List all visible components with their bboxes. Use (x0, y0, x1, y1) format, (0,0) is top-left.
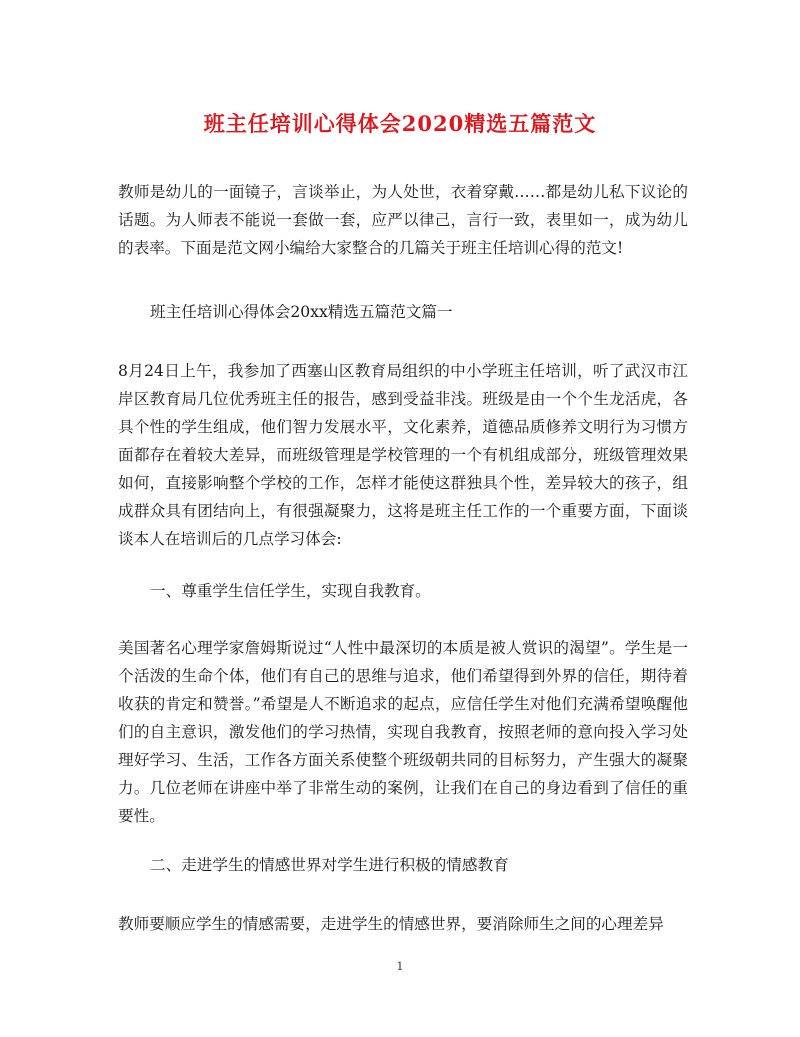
section-heading-2: 一、尊重学生信任学生，实现自我教育。 (150, 582, 431, 600)
body-paragraph-2: 8月24日上午，我参加了西塞山区教育局组织的中小学班主任培训，听了武汉市江岸区教育局几位优秀班主任的报告，感到受益非浅。班级是由一个个生龙活虎，各具个性的学生组成，他们智力发展水平，文化素养，道德品质修养文明行为习惯方面都存在着较大差异，而班级管理是学校管理的一个有机组成部分，班级管理效果如何，直接影响整个学校的工作，怎样才能使这群独具个性，差异较大的孩子，组成群众具有团结向上，有很强凝聚力，这将是班主任工作的一个重要方面，下面谈谈本人在培训后的几点学习体会: (118, 362, 688, 548)
page-number: 1 (396, 960, 404, 973)
section-heading-1: 班主任培训心得体会20xx精选五篇范文篇一 (150, 303, 453, 321)
body-paragraph-3: 美国著名心理学家詹姆斯说过“人性中最深切的本质是被人赏识的渴望”。学生是一个活泼的生命个体，他们有自己的思维与追求，他们希望得到外界的信任，期待着收获的肯定和赞誉。”希望是人不断追求的起点，应信任学生对他们充满希望唤醒他们的自主意识，激发他们的学习热情，实现自我教育，按照老师的意向投入学习处理好学习、生活，工作各方面关系使整个班级朝共同的目标努力，产生强大的凝聚力。几位老师在讲座中举了非常生动的案例，让我们在自己的身边看到了信任的重要性。 (118, 639, 688, 825)
section-heading-3: 二、走进学生的情感世界对学生进行积极的情感教育 (150, 856, 509, 874)
intro-paragraph: 教师是幼儿的一面镜子，言谈举止，为人处世，衣着穿戴……都是幼儿私下议论的话题。为人师表不能说一套做一套，应严以律己，言行一致，表里如一，成为幼儿的表率。下面是范文网小编给大家整合的几篇关于班主任培训心得的范文! (118, 183, 688, 257)
body-paragraph-4: 教师要顺应学生的情感需要，走进学生的情感世界，要消除师生之间的心理差异 (118, 915, 664, 933)
document-title: 班主任培训心得体会2020精选五篇范文 (203, 111, 597, 136)
